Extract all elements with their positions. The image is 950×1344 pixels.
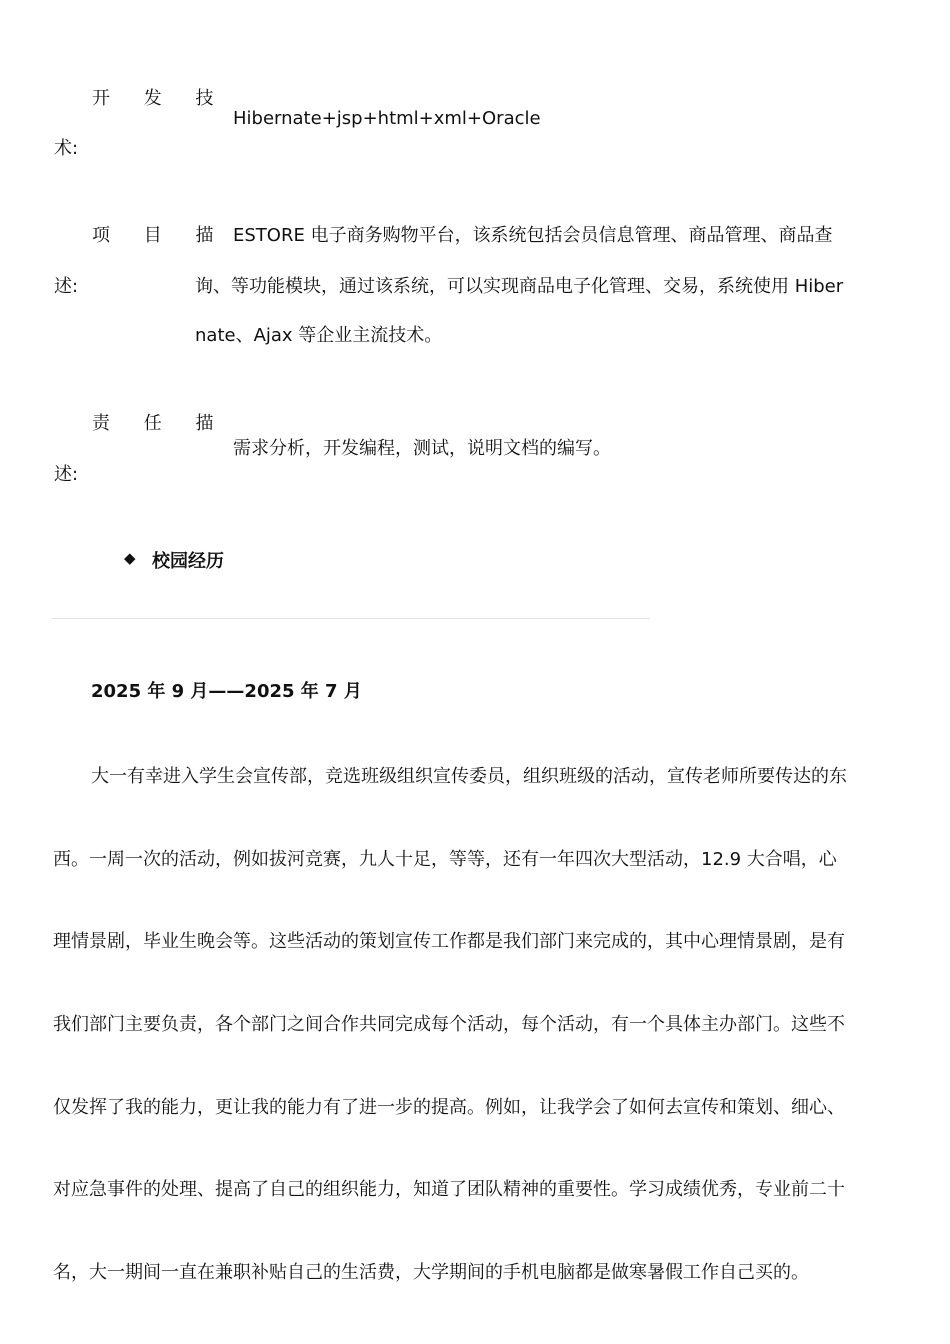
- campus-paragraph-line: 对应急事件的处理、提高了自己的组织能力，知道了团队精神的重要性。学习成绩优秀，专业前二十: [53, 1179, 845, 1200]
- campus-heading: 校园经历: [152, 551, 224, 572]
- campus-paragraph-line: 仅发挥了我的能力，更让我的能力有了进一步的提高。例如，让我学会了如何去宣传和策划、细心、: [53, 1097, 845, 1118]
- description-line: 询、等功能模块，通过该系统，可以实现商品电子化管理、交易，系统使用 Hiber: [195, 276, 844, 297]
- campus-date-range: 2025 年 9 月——2025 年 7 月: [91, 681, 362, 702]
- description-label-line1: 项 目 描: [92, 225, 228, 246]
- responsibility-label-line1: 责 任 描: [92, 413, 228, 434]
- campus-paragraph-line: 大一有幸进入学生会宣传部，竞选班级组织宣传委员，组织班级的活动，宣传老师所要传达的东: [91, 766, 847, 787]
- campus-paragraph-line: 理情景剧，毕业生晚会等。这些活动的策划宣传工作都是我们部门来完成的，其中心理情景剧，是有: [53, 931, 845, 952]
- description-line: nate、Ajax 等企业主流技术。: [195, 325, 443, 346]
- campus-paragraph-line: 我们部门主要负责，各个部门之间合作共同完成每个活动，每个活动，有一个具体主办部门。这些不: [53, 1014, 845, 1035]
- description-line: ESTORE 电子商务购物平台，该系统包括会员信息管理、商品管理、商品查: [233, 225, 833, 246]
- responsibility-label-line2: 述:: [54, 464, 79, 485]
- diamond-bullet-icon: ◆: [124, 549, 136, 567]
- tech-label-line2: 术:: [54, 138, 79, 159]
- section-divider: [52, 618, 650, 619]
- tech-label-line1: 开 发 技: [92, 88, 228, 109]
- description-label-line2: 述:: [54, 276, 79, 297]
- campus-paragraph-line: 西。一周一次的活动，例如拔河竞赛，九人十足，等等，还有一年四次大型活动，12.9 大合唱，心: [53, 849, 837, 870]
- tech-value: Hibernate+jsp+html+xml+Oracle: [233, 108, 541, 129]
- campus-paragraph-line: 名，大一期间一直在兼职补贴自己的生活费，大学期间的手机电脑都是做寒暑假工作自己买的。: [53, 1262, 809, 1283]
- responsibility-value: 需求分析，开发编程，测试，说明文档的编写。: [233, 438, 611, 459]
